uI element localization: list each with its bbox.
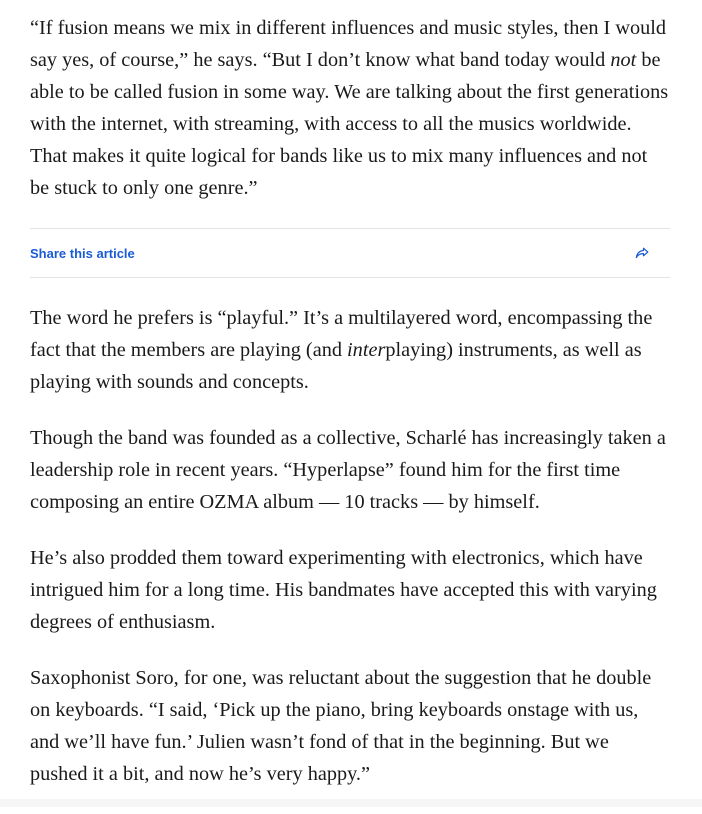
paragraph-text: “If fusion means we mix in different influences and music styles, then I would say yes, of course,” he says. “But I don’t know what band today would: [30, 17, 667, 71]
paragraph-text: be able to be called fusion in some way. We are talking about the first generations with the internet, with streaming, with access to all the musics worldwide. That makes it quite logical for bands like us to mix many influences and not be stuck to only one genre.”: [30, 49, 669, 199]
emphasis-text: inter: [347, 339, 386, 361]
share-bar: [30, 228, 670, 278]
article-paragraph-playful: [30, 302, 670, 398]
paragraph-text: The word he prefers is “playful.” It’s a multilayered word, encompassing the fact that the members are playing (and: [30, 307, 653, 361]
article-paragraph-fusion-quote: [30, 12, 670, 204]
emphasis-text: not: [610, 49, 637, 71]
paragraph-text: playing) instruments, as well as playing with sounds and concepts.: [30, 339, 642, 393]
share-article-link[interactable]: Share this article: [30, 245, 135, 261]
article-paragraph-electronics: He’s also prodded them toward experimenting with electronics, which have intrigued him for a long time. His bandmates have accepted this with varying degrees of enthusiasm.: [30, 547, 657, 633]
share-arrow-icon[interactable]: [632, 243, 652, 263]
bottom-divider: [0, 799, 702, 807]
article-body: [30, 12, 670, 814]
article-paragraph-soro-quote: Saxophonist Soro, for one, was reluctant about the suggestion that he double on keyboards. “I said, ‘Pick up the piano, bring keyboards onstage with us, and we’ll have fun.’ Julien wasn’t fond of that in the beginning. But we pushed it a bit, and now he’s very happy.”: [30, 667, 652, 785]
article-paragraph-leadership: Though the band was founded as a collective, Scharlé has increasingly taken a leadership role in recent years. “Hyperlapse” found him for the first time composing an entire OZMA album — 10 tracks — by himself.: [30, 427, 666, 513]
